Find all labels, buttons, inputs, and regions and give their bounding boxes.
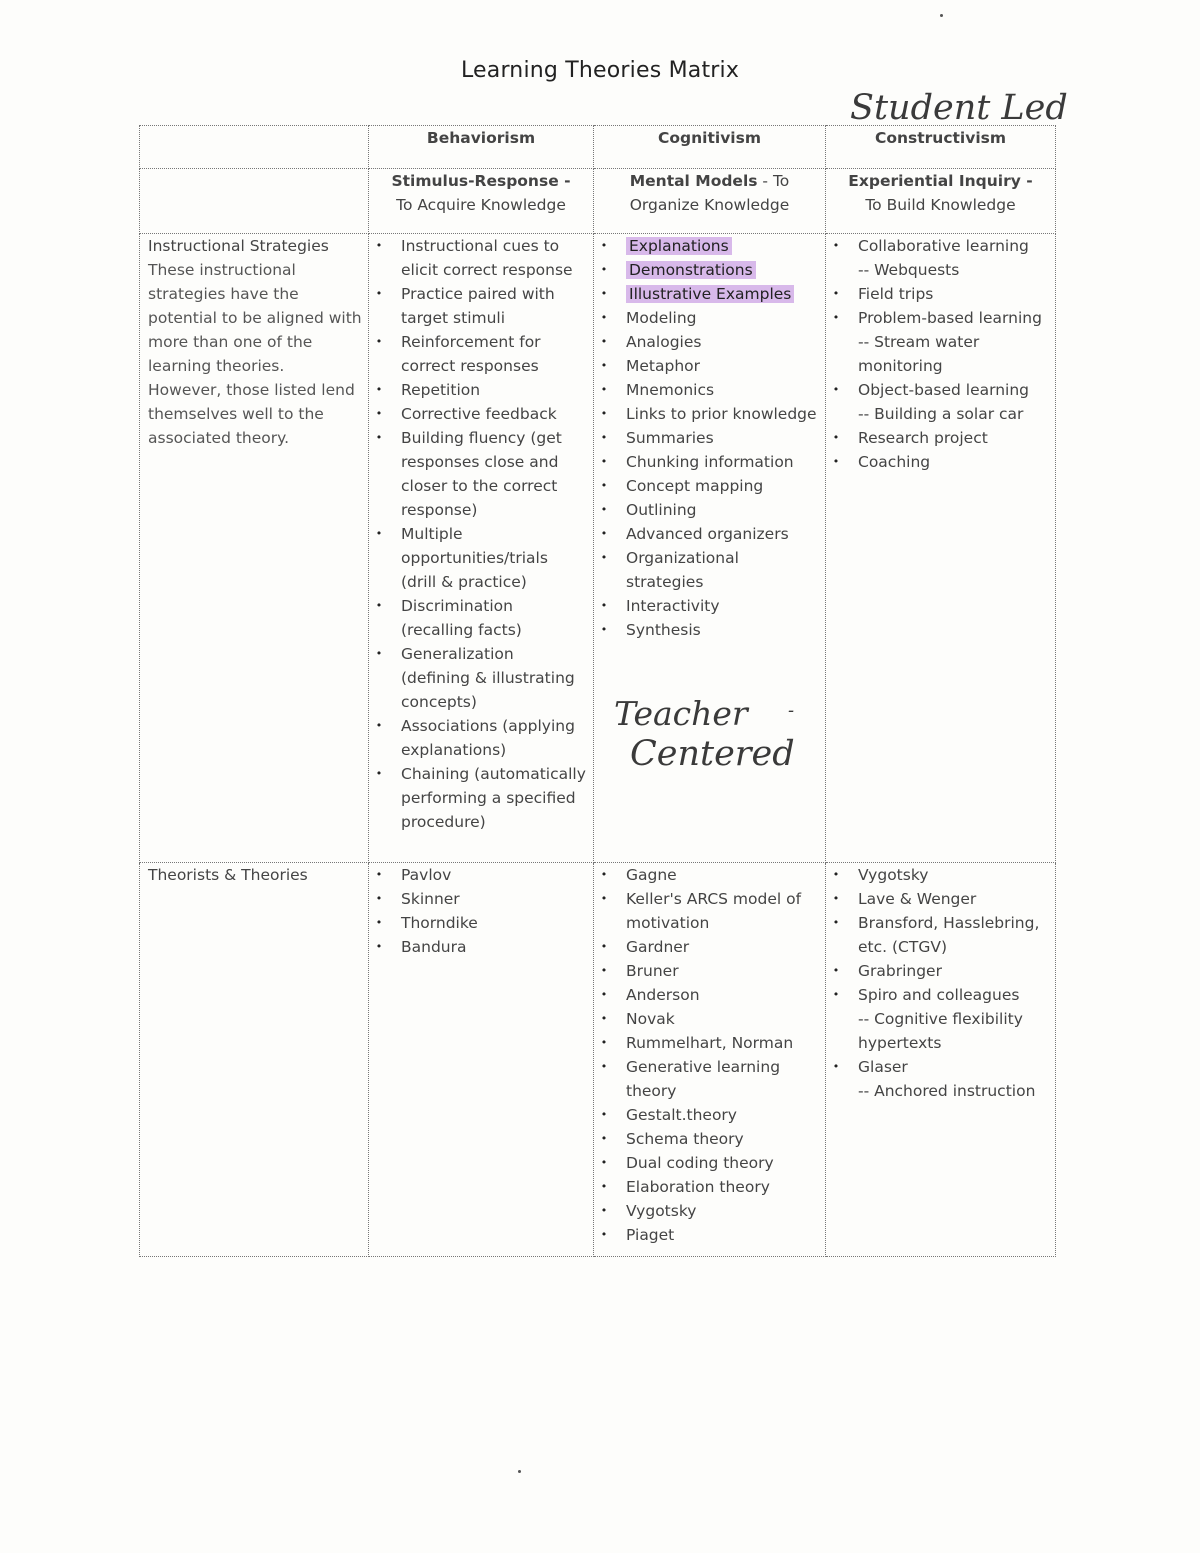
list-item-text: Chunking information [626, 453, 794, 471]
list-item-text: Organizational strategies [626, 549, 739, 591]
strategies-label-cell [140, 234, 369, 863]
bullet-icon: • [375, 767, 383, 780]
bullet-icon: • [375, 431, 383, 444]
strategies-row [140, 234, 1056, 863]
bullet-icon: • [600, 964, 608, 977]
list-item-text: Lave & Wenger [858, 890, 977, 908]
bullet-icon: • [600, 1012, 608, 1025]
bullet-icon: • [600, 383, 608, 396]
bullet-icon: • [375, 892, 383, 905]
list-item [826, 983, 1055, 1055]
list-item [826, 887, 1055, 911]
bullet-icon: • [375, 599, 383, 612]
list-item-text: Multiple opportunities/trials (drill & practice) [401, 525, 548, 591]
list-item [369, 642, 593, 714]
bullet-icon: • [600, 892, 608, 905]
bullet-icon: • [600, 1036, 608, 1049]
bullet-icon: • [600, 988, 608, 1001]
handwritten-centered: Centered [630, 734, 795, 774]
highlighted-list-item [594, 258, 825, 282]
list-item [594, 450, 825, 474]
bullet-icon: • [375, 916, 383, 929]
strategies-behaviorism-cell [369, 234, 594, 863]
list-item-text: Generative learning theory [626, 1058, 781, 1100]
bullet-icon: • [375, 647, 383, 660]
bullet-icon: • [375, 940, 383, 953]
theorists-cognitivism-cell [594, 863, 826, 1257]
list-item-text: Metaphor [626, 357, 701, 375]
list-item [369, 522, 593, 594]
scan-speck [940, 14, 943, 17]
bullet-icon: • [832, 311, 840, 324]
bullet-icon: • [600, 311, 608, 324]
list-item [594, 1031, 825, 1055]
list-item [594, 618, 825, 642]
list-item [369, 887, 593, 911]
page-title: Learning Theories Matrix [460, 58, 740, 83]
bullet-icon: • [600, 503, 608, 516]
list-item-text: Gardner [626, 938, 690, 956]
list-item-text: Concept mapping [626, 477, 764, 495]
list-item-text: Summaries [626, 429, 714, 447]
list-item-text: Analogies [626, 333, 702, 351]
strategies-constructivism-list [826, 234, 1055, 474]
list-item [826, 863, 1055, 887]
list-item-text: Glaser [858, 1058, 908, 1076]
list-item-text: Repetition [401, 381, 481, 399]
list-item-text: Discrimination (recalling facts) [401, 597, 522, 639]
list-item-text: Collaborative learning [858, 237, 1029, 255]
list-item [594, 1223, 825, 1247]
list-item [594, 498, 825, 522]
list-item-text: Thorndike [401, 914, 478, 932]
highlighted-list-item [594, 234, 825, 258]
list-item-text: Dual coding theory [626, 1154, 774, 1172]
list-item-text: Piaget [626, 1226, 675, 1244]
bullet-icon: • [375, 719, 383, 732]
list-item [594, 402, 825, 426]
list-item-text: Chaining (automatically performing a specified procedure) [401, 765, 586, 831]
list-item-text: Advanced organizers [626, 525, 789, 543]
list-item-subnote: -- Cognitive flexibility hypertexts [858, 1010, 1023, 1052]
list-item-text: Spiro and colleagues [858, 986, 1020, 1004]
bullet-icon: • [600, 455, 608, 468]
list-item [826, 378, 1055, 426]
list-item [594, 426, 825, 450]
bullet-icon: • [832, 287, 840, 300]
list-item-text: Bandura [401, 938, 467, 956]
list-item-text: Rummelhart, Norman [626, 1034, 794, 1052]
list-item [826, 282, 1055, 306]
handwritten-teacher: Teacher [614, 694, 748, 733]
bullet-icon: • [600, 479, 608, 492]
list-item [826, 959, 1055, 983]
learning-theories-matrix [139, 125, 1056, 1257]
list-item-text: Reinforcement for correct responses [401, 333, 541, 375]
list-item-text: Keller's ARCS model of motivation [626, 890, 802, 932]
subtitle-behaviorism [369, 169, 594, 234]
list-item-text: Gagne [626, 866, 677, 884]
list-item [369, 282, 593, 330]
header-constructivism: Constructivism [826, 126, 1056, 169]
list-item-text: Corrective feedback [401, 405, 557, 423]
list-item-text: Modeling [626, 309, 697, 327]
bullet-icon: • [375, 287, 383, 300]
list-item-text: Anderson [626, 986, 700, 1004]
list-item [826, 306, 1055, 378]
list-item-text: Grabringer [858, 962, 942, 980]
list-item [369, 426, 593, 522]
list-item [594, 863, 825, 887]
list-item-text: Mnemonics [626, 381, 715, 399]
list-item-text: Vygotsky [858, 866, 929, 884]
list-item-subnote: -- Building a solar car [858, 405, 1024, 423]
list-item [594, 935, 825, 959]
bullet-icon: • [600, 359, 608, 372]
list-item [594, 546, 825, 594]
handwritten-student-led: Student Led [850, 88, 1068, 128]
list-item [369, 330, 593, 378]
bullet-icon: • [600, 263, 608, 276]
theorists-behaviorism-cell [369, 863, 594, 1257]
subtitle-cognitivism-mid: - To [757, 172, 790, 190]
subtitle-empty-cell [140, 169, 369, 234]
bullet-icon: • [600, 1228, 608, 1241]
list-item-text: Elaboration theory [626, 1178, 770, 1196]
bullet-icon: • [600, 431, 608, 444]
scan-speck [518, 1470, 521, 1473]
list-item-text: Bruner [626, 962, 679, 980]
subtitle-cognitivism [594, 169, 826, 234]
list-item [594, 1151, 825, 1175]
bullet-icon: • [600, 868, 608, 881]
list-item [594, 474, 825, 498]
list-item [369, 378, 593, 402]
list-item-text: Gestalt.theory [626, 1106, 737, 1124]
bullet-icon: • [375, 335, 383, 348]
theorists-constructivism-list [826, 863, 1055, 1103]
list-item-text: Skinner [401, 890, 460, 908]
list-item-text: Associations (applying explanations) [401, 717, 575, 759]
list-item-text: Novak [626, 1010, 675, 1028]
list-item-text: Links to prior knowledge [626, 405, 817, 423]
theorists-cognitivism-list [594, 863, 825, 1247]
list-item [826, 1055, 1055, 1103]
list-item [594, 983, 825, 1007]
list-item [826, 911, 1055, 959]
bullet-icon: • [600, 287, 608, 300]
handwritten-dash: - [788, 700, 795, 721]
bullet-icon: • [832, 892, 840, 905]
bullet-icon: • [832, 239, 840, 252]
header-empty-cell [140, 126, 369, 169]
list-item [594, 354, 825, 378]
header-cognitivism: Cognitivism [594, 126, 826, 169]
strategies-cognitivism-list [594, 234, 825, 642]
list-item [369, 594, 593, 642]
bullet-icon: • [600, 1108, 608, 1121]
list-item [369, 863, 593, 887]
theorists-row [140, 863, 1056, 1257]
list-item [369, 911, 593, 935]
bullet-icon: • [375, 407, 383, 420]
list-item-text: Bransford, Hasslebring, etc. (CTGV) [858, 914, 1040, 956]
list-item-text: Vygotsky [626, 1202, 697, 1220]
list-item-subnote: -- Webquests [858, 261, 960, 279]
list-item [594, 1007, 825, 1031]
bullet-icon: • [832, 455, 840, 468]
list-item [826, 450, 1055, 474]
bullet-icon: • [600, 1204, 608, 1217]
bullet-icon: • [832, 868, 840, 881]
theorists-behaviorism-list [369, 863, 593, 959]
list-item-text: Synthesis [626, 621, 701, 639]
list-item [594, 522, 825, 546]
bullet-icon: • [600, 599, 608, 612]
list-item [594, 959, 825, 983]
subtitle-constructivism-bold: Experiential Inquiry - [848, 172, 1033, 190]
list-item-text: Generalization (defining & illustrating concepts) [401, 645, 575, 711]
subtitle-row [140, 169, 1056, 234]
list-item [594, 887, 825, 935]
list-item-text: Illustrative Examples [626, 285, 794, 303]
list-item [369, 402, 593, 426]
header-behaviorism: Behaviorism [369, 126, 594, 169]
bullet-icon: • [600, 335, 608, 348]
bullet-icon: • [600, 407, 608, 420]
bullet-icon: • [832, 964, 840, 977]
list-item-text: Interactivity [626, 597, 720, 615]
list-item-text: Outlining [626, 501, 697, 519]
list-item-text: Demonstrations [626, 261, 756, 279]
strategies-label: Instructional Strategies [148, 237, 329, 255]
bullet-icon: • [832, 383, 840, 396]
list-item [594, 1103, 825, 1127]
bullet-icon: • [375, 527, 383, 540]
list-item-text: Explanations [626, 237, 732, 255]
list-item-text: Problem-based learning [858, 309, 1042, 327]
list-item-text: Building fluency (get responses close and closer to the correct response) [401, 429, 562, 519]
bullet-icon: • [832, 988, 840, 1001]
bullet-icon: • [832, 1060, 840, 1073]
header-row [140, 126, 1056, 169]
list-item-text: Research project [858, 429, 988, 447]
subtitle-constructivism [826, 169, 1056, 234]
list-item [594, 1055, 825, 1103]
strategies-constructivism-cell [826, 234, 1056, 863]
subtitle-cognitivism-bold: Mental Models [629, 172, 758, 190]
bullet-icon: • [375, 383, 383, 396]
list-item-text: Pavlov [401, 866, 452, 884]
list-item [594, 306, 825, 330]
strategies-description: These instructional strategies have the potential to be aligned with more than one of the learning theories. However, those listed lend themselves well to the associated theory. [148, 261, 362, 447]
list-item [594, 330, 825, 354]
bullet-icon: • [832, 916, 840, 929]
list-item-text: Object-based learning [858, 381, 1030, 399]
bullet-icon: • [600, 551, 608, 564]
bullet-icon: • [375, 868, 383, 881]
list-item [369, 234, 593, 282]
list-item [826, 426, 1055, 450]
bullet-icon: • [600, 940, 608, 953]
list-item-text: Practice paired with target stimuli [401, 285, 555, 327]
bullet-icon: • [600, 1060, 608, 1073]
list-item [594, 1127, 825, 1151]
bullet-icon: • [832, 431, 840, 444]
bullet-icon: • [600, 239, 608, 252]
subtitle-constructivism-rest: To Build Knowledge [865, 196, 1016, 214]
list-item [594, 594, 825, 618]
list-item-text: Coaching [858, 453, 931, 471]
list-item-subnote: -- Anchored instruction [858, 1082, 1036, 1100]
bullet-icon: • [600, 1156, 608, 1169]
highlighted-list-item [594, 282, 825, 306]
bullet-icon: • [600, 527, 608, 540]
list-item-text: Field trips [858, 285, 934, 303]
subtitle-behaviorism-rest: To Acquire Knowledge [396, 196, 566, 214]
list-item-text: Instructional cues to elicit correct response [401, 237, 573, 279]
list-item [594, 1199, 825, 1223]
theorists-label: Theorists & Theories [148, 866, 308, 884]
list-item-text: Schema theory [626, 1130, 744, 1148]
theorists-constructivism-cell [826, 863, 1056, 1257]
theorists-label-cell [140, 863, 369, 1257]
list-item [369, 935, 593, 959]
bullet-icon: • [600, 1132, 608, 1145]
list-item [369, 714, 593, 762]
bullet-icon: • [600, 1180, 608, 1193]
subtitle-behaviorism-bold: Stimulus-Response - [391, 172, 571, 190]
list-item [369, 762, 593, 834]
list-item [594, 378, 825, 402]
subtitle-cognitivism-rest: Organize Knowledge [629, 196, 790, 214]
list-item [594, 1175, 825, 1199]
bullet-icon: • [375, 239, 383, 252]
list-item-subnote: -- Stream water monitoring [858, 333, 980, 375]
strategies-behaviorism-list [369, 234, 593, 834]
list-item [826, 234, 1055, 282]
bullet-icon: • [600, 623, 608, 636]
